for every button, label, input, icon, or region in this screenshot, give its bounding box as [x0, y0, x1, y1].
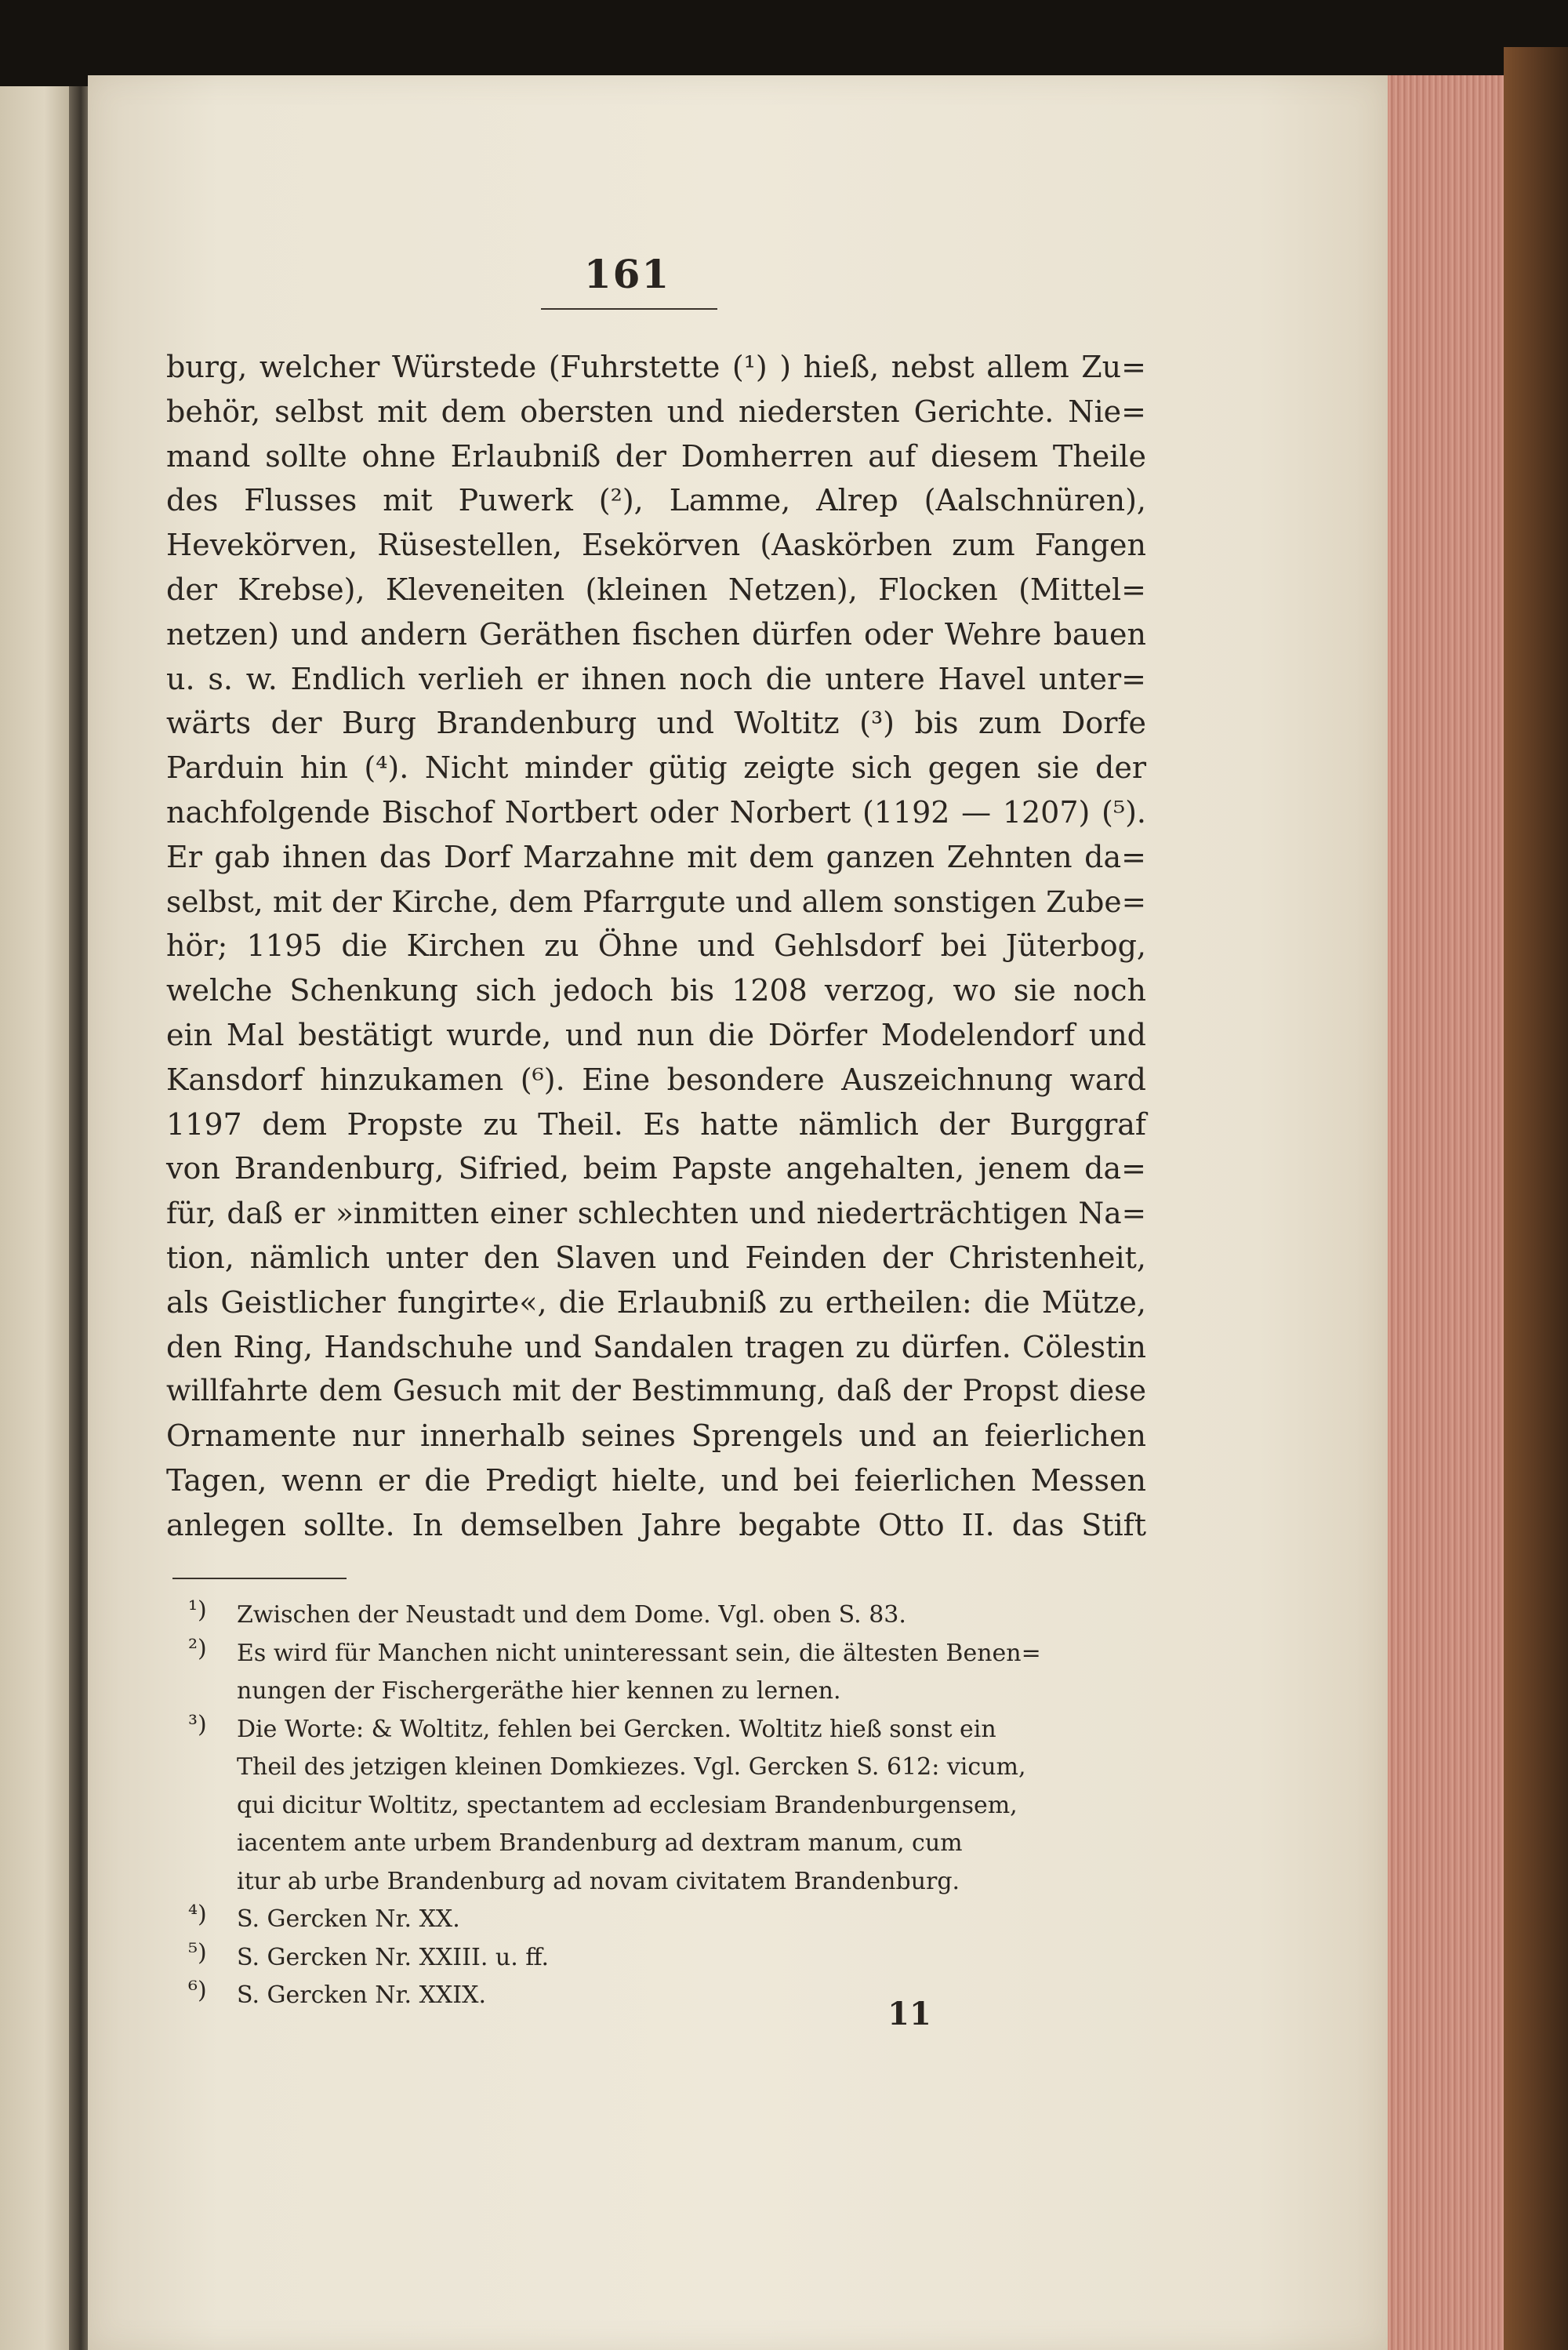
left-page-edge: [0, 86, 74, 2350]
text-line: anlegen sollte. In demselben Jahre begabte Otto II. das Stift: [166, 1507, 1146, 1542]
footnote-marker: ³): [188, 1710, 207, 1738]
text-line: Kansdorf hinzukamen (⁶). Eine besondere Auszeichnung ward: [166, 1062, 1146, 1097]
footnote-line: Theil des jetzigen kleinen Domkiezes. Vgl. Gercken S. 612: vicum,: [237, 1753, 1026, 1781]
body-text: [166, 345, 1146, 1548]
footnote-5: [188, 1939, 1152, 1978]
text-line: des Flusses mit Puwerk (²), Lamme, Alrep (Aalschnüren),: [166, 483, 1146, 518]
text-line: Parduin hin (⁴). Nicht minder gütig zeigte sich gegen sie der: [166, 750, 1146, 786]
footnote-marker: ²): [188, 1634, 207, 1662]
text-line: für, daß er »inmitten einer schlechten und niederträchtigen Na=: [166, 1196, 1146, 1231]
footnote-6: [188, 1977, 1152, 2015]
text-line: mand sollte ohne Erlaubniß der Domherren auf diesem Theile: [166, 438, 1146, 474]
text-line: Ornamente nur innerhalb seines Sprengels und an feierlichen: [166, 1418, 1146, 1454]
text-line: der Krebse), Kleveneiten (kleinen Netzen), Flocken (Mittel=: [166, 572, 1146, 607]
footnote-line: S. Gercken Nr. XXIII. u. ff.: [237, 1943, 550, 1971]
signature-mark: 11: [887, 1996, 931, 2032]
footnote-line: qui dicitur Woltitz, spectantem ad ecclesiam Brandenburgensem,: [237, 1791, 1018, 1819]
footnote-1: [188, 1596, 1152, 1635]
text-line: willfahrte dem Gesuch mit der Bestimmung, daß der Propst diese: [166, 1374, 1146, 1408]
footnote-line: Die Worte: & Woltitz, fehlen bei Gercken. Woltitz hieß sonst ein: [237, 1715, 996, 1743]
text-line: tion, nämlich unter den Slaven und Feinden der Christenheit,: [166, 1240, 1146, 1275]
page-number-rule: [541, 308, 717, 310]
page-number: 161: [583, 251, 671, 297]
text-line: von Brandenburg, Sifried, beim Papste angehalten, jenem da=: [166, 1151, 1146, 1186]
footnote-3: [188, 1711, 1152, 1901]
text-line: den Ring, Handschuhe und Sandalen tragen zu dürfen. Cölestin: [166, 1329, 1146, 1364]
footnote-marker: ⁶): [188, 1977, 207, 2004]
text-line: Hevekörven, Rüsestellen, Esekörven (Aaskörben zum Fangen: [166, 528, 1146, 563]
footnote-marker: ⁴): [188, 1901, 207, 1928]
text-line: Er gab ihnen das Dorf Marzahne mit dem ganzen Zehnten da=: [166, 839, 1146, 874]
footnote-line: nungen der Fischergeräthe hier kennen zu lernen.: [237, 1677, 841, 1705]
text-line: behör, selbst mit dem obersten und niedersten Gerichte. Nie=: [166, 394, 1146, 429]
text-line: wärts der Burg Brandenburg und Woltitz (³) bis zum Dorfe: [166, 706, 1146, 741]
page-fore-edge: [1388, 75, 1505, 2350]
book-binding: [1504, 47, 1568, 2350]
footnote-4: [188, 1901, 1152, 1939]
text-line: selbst, mit der Kirche, dem Pfarrgute und allem sonstigen Zube=: [166, 884, 1146, 919]
text-line: welche Schenkung sich jedoch bis 1208 verzog, wo sie noch: [166, 973, 1146, 1008]
text-line: nachfolgende Bischof Nortbert oder Norbert (1192 — 1207) (⁵).: [166, 794, 1146, 830]
text-line: als Geistlicher fungirte«, die Erlaubniß zu ertheilen: die Mütze,: [166, 1284, 1146, 1320]
footnote-line: iacentem ante urbem Brandenburg ad dextram manum, cum: [237, 1829, 963, 1857]
text-line: netzen) und andern Geräthen fischen dürfen oder Wehre bauen: [166, 616, 1146, 652]
footnote-2: [188, 1635, 1152, 1711]
footnote-line: itur ab urbe Brandenburg ad novam civitatem Brandenburg.: [237, 1867, 960, 1895]
footnote-line: S. Gercken Nr. XXIX.: [237, 1981, 487, 2009]
text-line: ein Mal bestätigt wurde, und nun die Dörfer Modelendorf und: [166, 1017, 1146, 1052]
text-line: Tagen, wenn er die Predigt hielte, und bei feierlichen Messen: [166, 1462, 1146, 1498]
footnote-marker: ¹): [188, 1596, 207, 1624]
footnotes: [188, 1596, 1152, 2015]
text-line: burg, welcher Würstede (Fuhrstette (¹) ) hieß, nebst allem Zu=: [166, 350, 1146, 384]
text-line: hör; 1195 die Kirchen zu Öhne und Gehlsdorf bei Jüterbog,: [166, 928, 1146, 964]
text-line: u. s. w. Endlich verlieh er ihnen noch die untere Havel unter=: [166, 661, 1146, 696]
footnote-line: S. Gercken Nr. XX.: [237, 1905, 460, 1933]
footnote-line: Zwischen der Neustadt und dem Dome. Vgl. oben S. 83.: [237, 1601, 906, 1629]
footnote-marker: ⁵): [188, 1938, 207, 1967]
footnote-rule: [172, 1578, 347, 1579]
footnote-line: Es wird für Manchen nicht uninteressant sein, die ältesten Benen=: [237, 1639, 1041, 1667]
text-line: 1197 dem Propste zu Theil. Es hatte nämlich der Burggraf: [166, 1106, 1146, 1142]
